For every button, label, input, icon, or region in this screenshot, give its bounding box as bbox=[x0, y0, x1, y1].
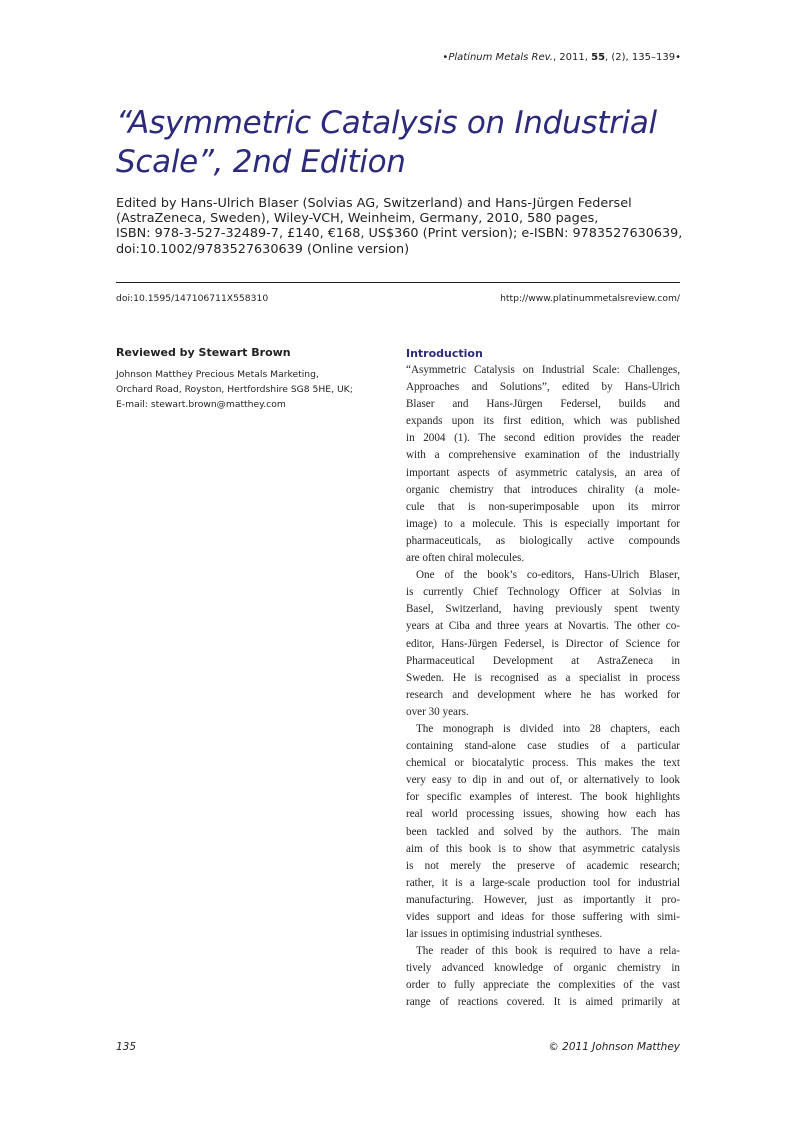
reviewer-affiliation bbox=[116, 368, 353, 397]
bib-line: doi:10.1002/9783527630639 (Online version) bbox=[116, 241, 410, 257]
body-line: lar issues in optimising industrial syntheses. bbox=[406, 928, 603, 941]
header-divider bbox=[116, 282, 680, 283]
affiliation-line: Orchard Road, Royston, Hertfordshire SG8 5HE, UK; bbox=[116, 383, 353, 395]
body-line: Sweden. He is recognised as a specialist in process bbox=[406, 671, 680, 684]
body-line: image) to a molecule. This is especially important for bbox=[406, 517, 680, 530]
body-line: over 30 years. bbox=[406, 705, 469, 718]
body-line: chemical or biocatalytic process. This makes the text bbox=[406, 757, 680, 770]
bib-line: (AstraZeneca, Sweden), Wiley-VCH, Weinheim, Germany, 2010, 580 pages, bbox=[116, 211, 599, 227]
body-line: organic chemistry that introduces chirality (a mole- bbox=[406, 483, 680, 496]
book-bibliographic-info bbox=[116, 196, 696, 257]
journal-year: , 2011, bbox=[552, 52, 592, 63]
body-line: aim of this book is to show that asymmetric catalysis bbox=[406, 842, 680, 855]
email-link[interactable]: stewart.brown@matthey.com bbox=[150, 399, 286, 410]
bib-line: ISBN: 978-3-527-32489-7, £140, €168, US$360 (Print version); e-ISBN: 9783527630639, bbox=[116, 226, 683, 242]
journal-reference bbox=[442, 52, 681, 63]
body-line: cule that is non-superimposable upon its mirror bbox=[406, 500, 680, 513]
journal-volume: 55 bbox=[591, 52, 606, 63]
body-line: expands upon its first edition, which was published bbox=[406, 415, 680, 428]
body-line: “Asymmetric Catalysis on Industrial Scale: Challenges, bbox=[406, 364, 680, 376]
body-line: very easy to dip in and out of, or alternatively to look bbox=[406, 774, 680, 787]
body-line: tively advanced knowledge of organic chemistry in bbox=[406, 962, 680, 975]
article-doi[interactable]: doi:10.1595/147106711X558310 bbox=[116, 293, 269, 304]
bib-line: Edited by Hans-Ulrich Blaser (Solvias AG, Switzerland) and Hans-Jürgen Federsel bbox=[116, 196, 632, 211]
article-title bbox=[116, 104, 716, 182]
body-line: One of the book’s co-editors, Hans-Ulrich Blaser, bbox=[416, 569, 680, 582]
header-bullet-left: • bbox=[442, 52, 449, 63]
body-text bbox=[406, 362, 680, 1012]
body-line: been tackled and solved by the authors. The main bbox=[406, 825, 680, 838]
body-line: rather, it is a large-scale production tool for industrial bbox=[406, 876, 680, 889]
body-line: The monograph is divided into 28 chapters, each bbox=[416, 722, 680, 735]
body-line: is not merely the preserve of academic research; bbox=[406, 859, 680, 872]
body-line: order to fully appreciate the complexities of the vast bbox=[406, 979, 680, 992]
title-line: Scale”, 2nd Edition bbox=[116, 144, 406, 180]
email-label: E-mail: bbox=[116, 399, 151, 410]
website-url-link[interactable]: http://www.platinummetalsreview.com/ bbox=[500, 293, 680, 304]
body-line: for specific examples of interest. The book highlights bbox=[406, 791, 680, 804]
affiliation-line: Johnson Matthey Precious Metals Marketing, bbox=[116, 369, 319, 380]
section-heading-introduction: Introduction bbox=[406, 347, 483, 360]
body-line: Blaser and Hans-Jürgen Federsel, builds and bbox=[406, 398, 680, 411]
page-number: 135 bbox=[116, 1041, 137, 1053]
body-line: Pharmaceutical Development at AstraZeneca in bbox=[406, 654, 680, 667]
header-bullet-right: • bbox=[675, 52, 681, 63]
body-line: real world processing issues, showing how each has bbox=[406, 808, 680, 821]
journal-issue-pages: , (2), 135–139 bbox=[605, 52, 676, 63]
reviewer-name: Reviewed by Stewart Brown bbox=[116, 346, 291, 359]
body-line: is currently Chief Technology Officer at Solvias in bbox=[406, 586, 680, 599]
title-line: “Asymmetric Catalysis on Industrial bbox=[116, 105, 657, 141]
body-line: years at Ciba and three years at Novartis. The other co- bbox=[406, 620, 680, 633]
body-line: Basel, Switzerland, having previously spent twenty bbox=[406, 603, 680, 616]
body-line: research and development where he has worked for bbox=[406, 688, 680, 701]
body-line: pharmaceuticals, as biologically active compounds bbox=[406, 534, 680, 547]
body-line: range of reactions covered. It is aimed primarily at bbox=[406, 996, 680, 1009]
body-line: The reader of this book is required to have a rela- bbox=[416, 945, 680, 958]
body-line: editor, Hans-Jürgen Federsel, is Director of Science for bbox=[406, 637, 680, 650]
copyright-notice: © 2011 Johnson Matthey bbox=[548, 1041, 680, 1053]
body-line: are often chiral molecules. bbox=[406, 552, 525, 565]
journal-name: Platinum Metals Rev. bbox=[448, 52, 553, 63]
body-line: containing stand-alone case studies of a particular bbox=[406, 740, 680, 753]
body-line: in 2004 (1). The second edition provides the reader bbox=[406, 432, 680, 445]
body-line: vides support and ideas for those suffering with simi- bbox=[406, 911, 680, 923]
reviewer-email-line bbox=[116, 399, 286, 410]
body-line: important aspects of asymmetric catalysis, an area of bbox=[406, 466, 680, 479]
body-line: manufacturing. However, just as importantly it pro- bbox=[406, 893, 680, 906]
body-line: with a comprehensive examination of the industrially bbox=[406, 449, 680, 462]
body-line: Approaches and Solutions”, edited by Hans-Ulrich bbox=[406, 381, 680, 394]
